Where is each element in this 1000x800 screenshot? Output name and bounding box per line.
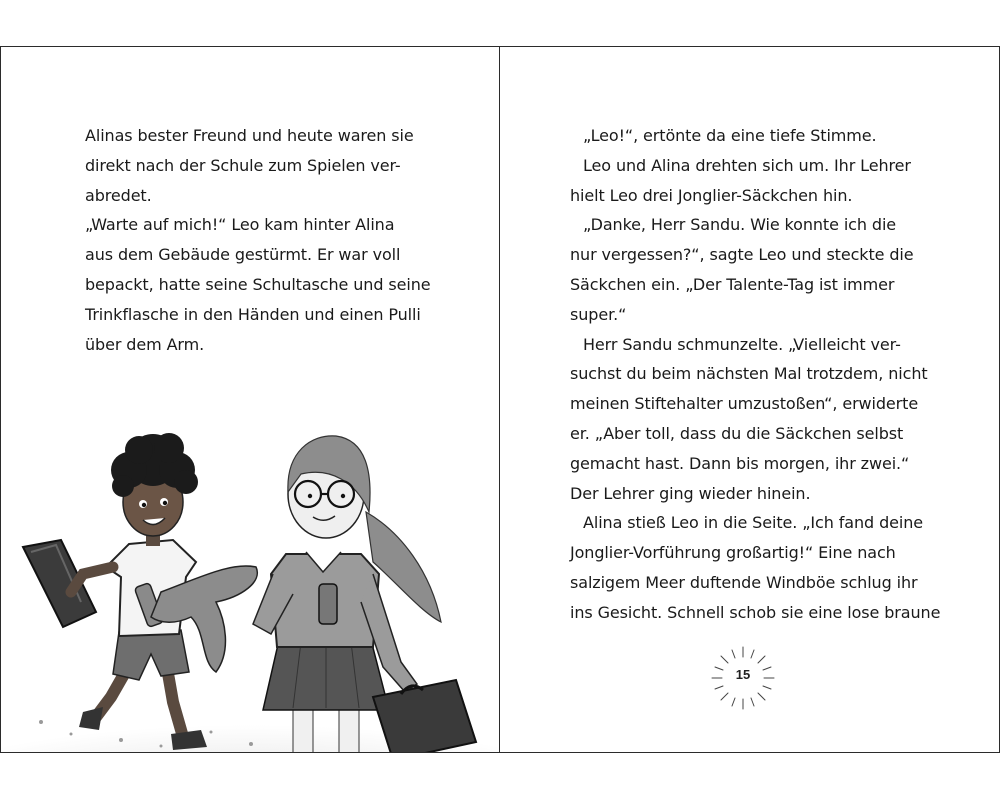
left-page-text <box>85 121 465 359</box>
text-line: suchst du beim nächsten Mal trotzdem, nicht <box>570 364 928 384</box>
text-line: Jonglier-Vorführung großartig!“ Eine nach <box>570 543 896 563</box>
text-line: gemacht hast. Dann bis morgen, ihr zwei.“ <box>570 453 910 473</box>
text-line: über dem Arm. <box>85 334 205 354</box>
text-line: „Danke, Herr Sandu. Wie konnte ich die <box>583 215 897 235</box>
text-line: Säckchen ein. „Der Talente-Tag ist immer <box>570 274 895 294</box>
text-line: Herr Sandu schmunzelte. „Vielleicht ver- <box>583 334 901 354</box>
text-line: abredet. <box>85 185 152 205</box>
page-number: 15 <box>735 667 751 682</box>
text-line: er. „Aber toll, dass du die Säckchen selbst <box>570 423 904 443</box>
text-line: aus dem Gebäude gestürmt. Er war voll <box>85 245 401 265</box>
girl-figure <box>253 436 476 752</box>
right-page <box>500 47 1000 752</box>
text-line: „Warte auf mich!“ Leo kam hinter Alina <box>85 215 395 235</box>
children-illustration <box>1 362 499 752</box>
text-line: bepackt, hatte seine Schultasche und seine <box>85 274 431 294</box>
page-number-ornament <box>708 643 778 713</box>
text-line: Der Lehrer ging wieder hinein. <box>570 483 811 503</box>
text-line: salzigem Meer duftende Windböe schlug ihr <box>570 572 918 592</box>
girl-bottle <box>319 584 337 624</box>
book-spread <box>0 46 1000 753</box>
text-line: nur vergessen?“, sagte Leo und steckte die <box>570 245 914 265</box>
text-line: hielt Leo drei Jonglier-Säckchen hin. <box>570 185 853 205</box>
text-line: direkt nach der Schule zum Spielen ver- <box>85 155 401 175</box>
text-line: ins Gesicht. Schnell schob sie eine lose braune <box>570 602 941 622</box>
text-line: Alinas bester Freund und heute waren sie <box>85 126 414 145</box>
text-line: Leo und Alina drehten sich um. Ihr Lehrer <box>583 155 911 175</box>
text-line: meinen Stiftehalter umzustoßen“, erwiderte <box>570 394 919 414</box>
boy-shorts <box>113 630 189 680</box>
text-line: Trinkflasche in den Händen und einen Pulli <box>85 304 421 324</box>
text-line: Alina stieß Leo in die Seite. „Ich fand deine <box>583 513 924 533</box>
left-page <box>0 47 500 752</box>
text-line: super.“ <box>570 304 627 324</box>
right-page-text <box>570 121 970 628</box>
text-line: „Leo!“, ertönte da eine tiefe Stimme. <box>583 126 877 145</box>
